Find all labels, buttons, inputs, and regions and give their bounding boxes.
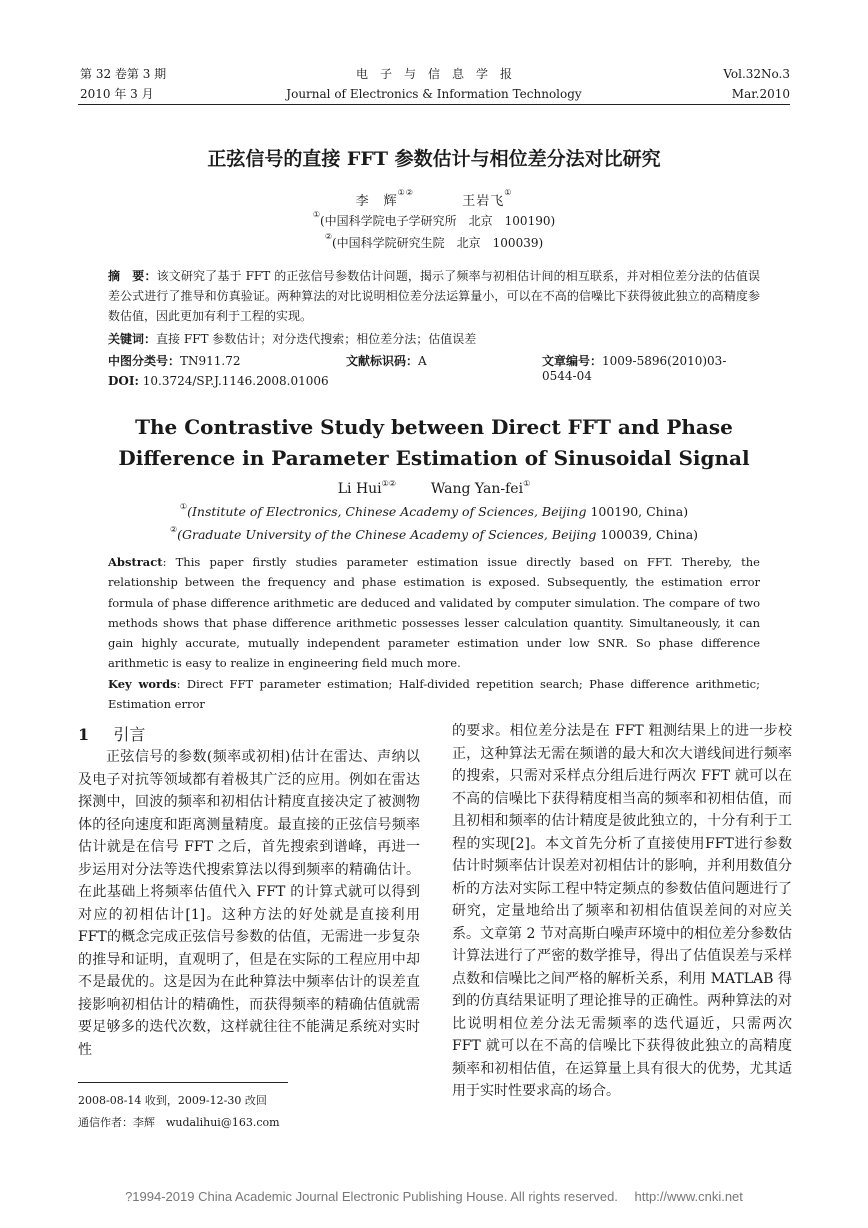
affiliation-text: (Institute of Electronics, Chinese Academy of Sciences, Beijing — [187, 504, 587, 519]
author-name: Wang Yan-fei — [430, 481, 524, 497]
abstract-text: 该文研究了基于 FFT 的正弦信号参数估计问题，揭示了频率与初相估计间的相互联系，并对相位差分法的估值误差公式进行了推导和仿真验证。两种算法的对比说明相位差分法运算量小，可以在不高的信噪比下获得彼此独立的高精度参数估值，因此更加有利于工程的实现。 — [108, 269, 760, 323]
articleno-field — [542, 352, 760, 383]
authors-en — [0, 481, 868, 497]
author-name: 李 辉 — [355, 194, 398, 209]
journal-name-cn: 电 子 与 信 息 学 报 — [355, 67, 512, 81]
received-date: 2008-08-14 收到，2009-12-30 改回 — [78, 1094, 267, 1107]
author-affiliation-mark: ① — [504, 188, 513, 197]
header-rule — [78, 104, 790, 105]
section-number: 1 — [78, 725, 90, 744]
paper-title-en — [0, 412, 868, 474]
footnote-rule — [78, 1082, 288, 1083]
keywords-cn — [108, 330, 476, 347]
title-line: Difference in Parameter Estimation of Sinusoidal Signal — [118, 446, 750, 470]
clc-value: TN911.72 — [180, 354, 241, 368]
corresponding-author: 通信作者：李辉 wudalihui@163.com — [78, 1116, 280, 1129]
affiliation-text: (中国科学院电子学研究所 北京 100190) — [319, 214, 556, 228]
doi — [108, 374, 329, 388]
doi-label: DOI: — [108, 374, 139, 388]
doi-value: 10.3724/SP.J.1146.2008.01006 — [142, 374, 329, 388]
doccode-value: A — [418, 354, 427, 368]
author-name: Li Hui — [337, 481, 382, 497]
keywords-label: 关键词： — [108, 332, 157, 346]
abstract-cn — [108, 266, 760, 326]
affiliation-en-2 — [0, 527, 868, 542]
keywords-en — [108, 674, 760, 714]
author-affiliation-mark: ①② — [381, 479, 397, 488]
affiliation-cn-1 — [0, 212, 868, 229]
abstract-label: Abstract — [108, 555, 163, 569]
affiliation-mark: ② — [169, 525, 178, 534]
copyright-footer: ?1994-2019 China Academic Journal Electronic Publishing House. All rights reserved. http://www.cnki.net — [125, 1189, 743, 1204]
doccode-field — [346, 352, 427, 369]
journal-volume-en — [723, 64, 790, 104]
affiliation-text: (Graduate University of the Chinese Academy of Sciences, Beijing — [177, 527, 597, 542]
affiliation-cn-2 — [0, 234, 868, 251]
clc-field — [108, 352, 241, 369]
keywords-label: Key words — [108, 677, 177, 691]
paper-title-cn: 正弦信号的直接 FFT 参数估计与相位差分法对比研究 — [207, 148, 661, 170]
articleno-label: 文章编号： — [542, 354, 603, 368]
section-title: 引言 — [113, 725, 146, 744]
body-column-left: 正弦信号的参数(频率或初相)估计在雷达、声纳以及电子对抗等领域都有着极其广泛的应用。例如在雷达探测中，回波的频率和初相估计精度直接决定了被测物体的径向速度和距离测量精度。最直接的正弦信号频率估计就是在信号 FFT 之后，首先搜索到谱峰，再进一步运用对分法等迭代搜索算法以得到频率的精确估计。在此基础上将频率估值代入 FFT 的计算式就可以得到对应的初相估计[1]。这种方法的好处就是直接利用FFT的概念完成正弦信号参数的估值，无需进一步复杂的推导和证明，直观明了，但是在实际的工程应用中却不是最优的。这是因为在此种算法中频率估计的误差直接影响初相估计的精确性，而获得频率的精确估值就需要足够多的迭代次数，这样就往往不能满足系统对实时性 — [78, 749, 420, 1058]
keywords-text: 直接 FFT 参数估计；对分迭代搜索；相位差分法；估值误差 — [156, 332, 477, 346]
affiliation-en-1 — [0, 504, 868, 519]
abstract-label: 摘 要： — [108, 269, 157, 283]
author-name: 王岩飞 — [462, 194, 505, 209]
affiliation-postcode: 100190, China) — [590, 504, 689, 519]
affiliation-text: (中国科学院研究生院 北京 100039) — [331, 236, 544, 250]
affiliation-mark: ① — [312, 210, 320, 219]
affiliation-mark: ② — [324, 232, 332, 241]
doccode-label: 文献标识码： — [346, 354, 419, 368]
clc-label: 中图分类号： — [108, 354, 181, 368]
articleno-value: 1009-5896(2010)03-0544-04 — [542, 354, 727, 383]
author-affiliation-mark: ①② — [397, 188, 414, 197]
abstract-en — [108, 552, 760, 674]
body-column-right: 的要求。相位差分法是在 FFT 粗测结果上的进一步校正，这种算法无需在频谱的最大和次大谱线间进行频率的搜索，只需对采样点分组后进行两次 FFT 就可以在不高的信噪比下获得精度相当高的频率和初相估值，而且初相和频率的估计精度是彼此独立的，十分有利于工程的实现[2]。本文首先分析了直接使用FFT进行参数估计时频率估计误差对初相估计的影响，并利用数值分析的方法对实际工程中特定频点的参数估值问题进行了研究，定量地给出了频率和初相估值误差间的对应关系。文章第 2 节对高斯白噪声环境中的相位差分参数估计算法进行了严密的数学推导，得出了估值误差与采样点数和信噪比之间严格的解析关系，利用 MATLAB 得到的仿真结果证明了理论推导的正确性。两种算法的对比说明相位差分法无需频率的迭代逼近，只需两次 FFT 就可以在不高的信噪比下获得彼此独立的高精度频率和初相估值，在运算量上具有很大的优势，尤其适用于实时性要求高的场合。 — [452, 723, 792, 1099]
publication-date-cn: 2010 年 3 月 — [80, 87, 154, 101]
footnotes — [78, 1090, 280, 1134]
journal-name-en: Journal of Electronics & Information Technology — [286, 87, 582, 101]
section-heading — [78, 722, 145, 745]
affiliation-postcode: 100039, China) — [600, 527, 699, 542]
title-line: The Contrastive Study between Direct FFT and Phase — [135, 415, 733, 439]
keywords-text: : Direct FFT parameter estimation; Half-divided repetition search; Phase difference arithmetic; Estimation error — [108, 677, 760, 711]
publication-date-en: Mar.2010 — [731, 87, 790, 101]
volume-issue: 第 32 卷第 3 期 — [80, 67, 167, 81]
volume-issue-en: Vol.32No.3 — [723, 67, 790, 81]
authors-cn — [0, 190, 868, 209]
author-affiliation-mark: ① — [523, 479, 531, 488]
affiliation-mark: ① — [179, 502, 188, 511]
abstract-text: : This paper firstly studies parameter estimation issue directly based on FFT. Thereby, the relationship between the frequency and phase estimation is exposed. Subsequently, the estimation error formula of phase difference arithmetic are deduced and validated by computer simulation. The compare of two methods shows that phase difference arithmetic possesses lesser calculation quantity. Simultaneously, it can gain highly accurate, mutually independent parameter estimation under low SNR. So phase difference arithmetic is easy to realize in engineering field much more. — [108, 555, 760, 671]
